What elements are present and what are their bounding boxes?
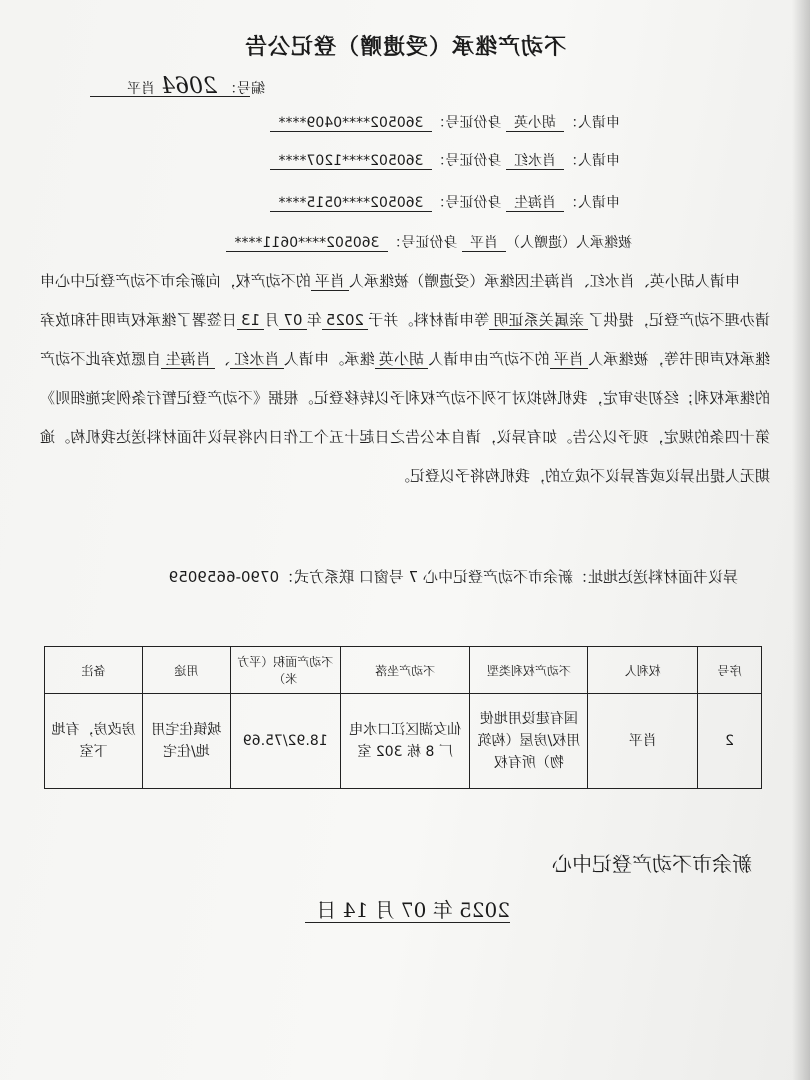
- header-owner: 权利人: [588, 647, 698, 694]
- header-location: 不动产坐落: [340, 647, 470, 694]
- applicant-row: [270, 192, 620, 212]
- cell-owner: 肖平: [588, 694, 698, 789]
- cell-area: 18.92/75.69: [230, 694, 340, 789]
- applicant-name: 肖海生: [506, 195, 564, 212]
- header-remark: 备注: [45, 647, 143, 694]
- number-label: 编号：: [223, 81, 265, 97]
- cell-index: 2: [698, 694, 762, 789]
- applicant-id-label: 身份证号：: [431, 153, 502, 169]
- signature-date: 2025 年 07 月 14 日: [316, 898, 510, 922]
- cell-location: 仙女湖区江口水电厂 8 栋 302 室: [340, 694, 470, 789]
- applicant-label: 申请人：: [564, 115, 620, 131]
- number-underline: [90, 96, 250, 97]
- applicant-row: [270, 150, 620, 170]
- applicant-label: 申请人：: [564, 195, 620, 211]
- signature-organization: 新余市不动产登记中心: [552, 852, 752, 876]
- decedent-name: 肖平: [462, 235, 506, 252]
- decedent-label: 被继承人（遗赠人）: [506, 235, 632, 251]
- header-usage: 用途: [142, 647, 230, 694]
- table-row: [45, 694, 762, 789]
- applicant-id: 360502****1207****: [270, 153, 431, 170]
- signature-underline: [305, 922, 510, 923]
- applicant-id-label: 身份证号：: [431, 195, 502, 211]
- applicant-id: 360502****0409****: [270, 115, 431, 132]
- number-value: 2064: [161, 74, 217, 99]
- cell-right-type: 国有建设用地使用权/房屋（构筑物）所有权: [470, 694, 588, 789]
- decedent-row: [226, 232, 632, 252]
- table-header-row: [45, 647, 762, 694]
- header-index: 序号: [698, 647, 762, 694]
- page-edge-shadow: [792, 0, 810, 1080]
- applicant-id-label: 身份证号：: [431, 115, 502, 131]
- applicant-row: [270, 112, 620, 132]
- document-title: 不动产继承（受遗赠）登记公告: [244, 35, 567, 60]
- objection-address: 异议书面材料送达地址：新余市不动产登记中心 7 号窗口 联系方式：0790-6659059: [168, 568, 738, 586]
- property-table: [44, 646, 762, 789]
- applicant-id: 360502****0515****: [270, 195, 431, 212]
- announcement-body: 申请人胡小英、肖水红、肖海生因继承（受遗赠）被继承人肖平的不动产权，向新余市不动产登记中心申请办理不动产登记，提供了亲属关系证明等申请材料。并于2025年07月13日签署了继承权声明书和放弃继承权声明书等，被继承人肖平的不动产由申请人胡小英继承。申请人肖水红、肖海生自愿放弃此不动产的继承权利；经初步审定，我机构拟对下列不动产权利予以转移登记。根据《不动产登记暂行条例实施细则》第十四条的规定，现予以公告。如有异议，请自本公告之日起十五个工作日内将异议书面材料送达我机构。逾期无人提出异议或者异议不成立的，我机构将予以登记。: [40, 272, 770, 485]
- header-right-type: 不动产权利类型: [470, 647, 588, 694]
- cell-usage: 城镇住宅用地/住宅: [142, 694, 230, 789]
- decedent-id: 360502****0611****: [226, 235, 387, 252]
- applicant-name: 胡小英: [506, 115, 564, 132]
- applicant-name: 肖水红: [506, 153, 564, 170]
- applicant-label: 申请人：: [564, 153, 620, 169]
- header-area: 不动产面积（平方米）: [230, 647, 340, 694]
- cell-remark: 房改房，有地下室: [45, 694, 143, 789]
- number-suffix: 肖平: [127, 81, 155, 97]
- decedent-id-label: 身份证号：: [387, 235, 458, 251]
